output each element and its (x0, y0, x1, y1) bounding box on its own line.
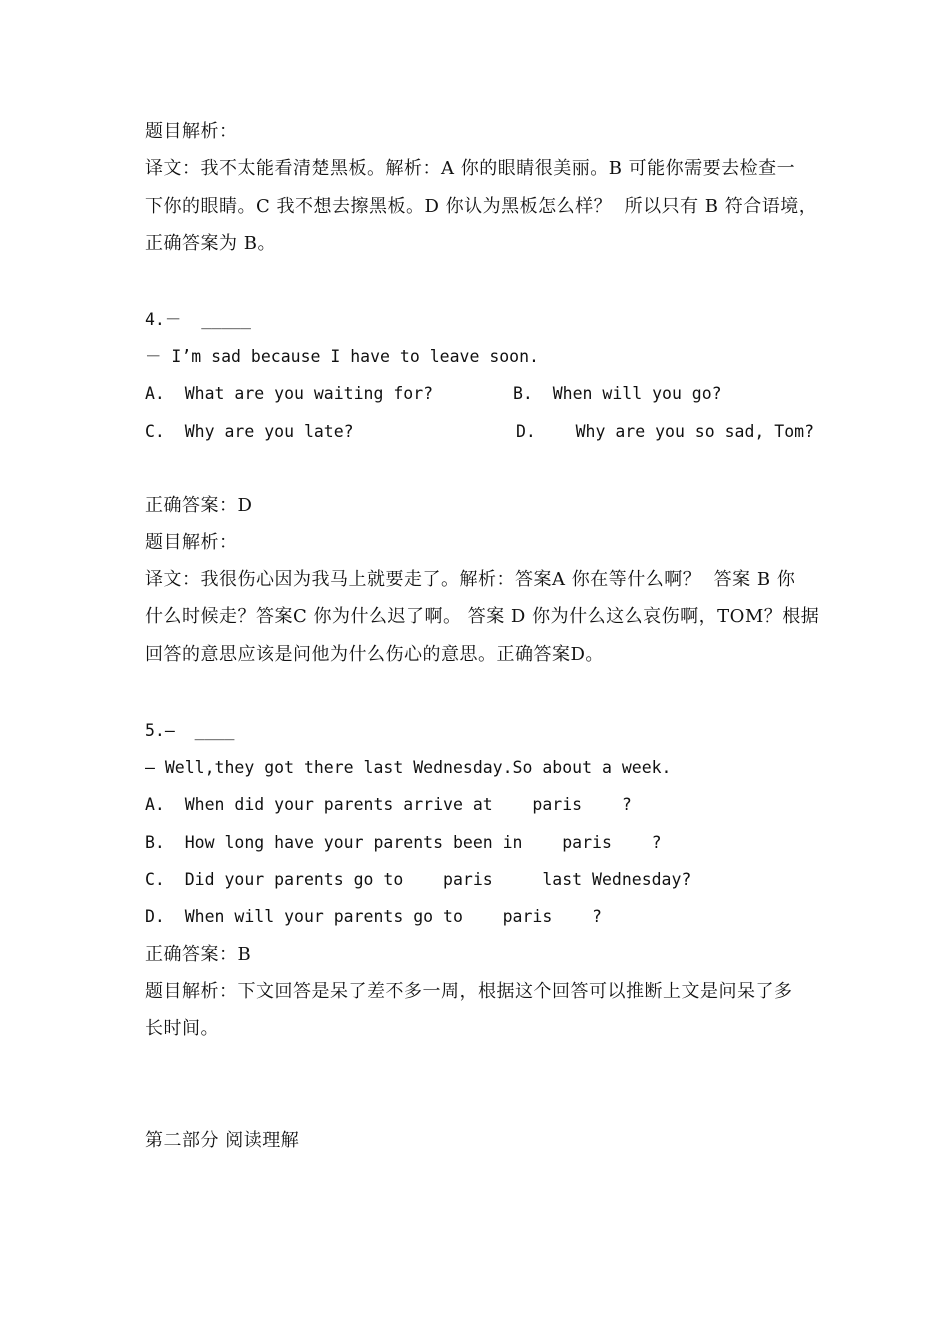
analysis-line: 正确答案为 B。 (145, 233, 276, 254)
question-4-analysis-line: 回答的意思应该是问他为什么伤心的意思。正确答案D。 (145, 644, 604, 665)
analysis-line: 下你的眼睛。C 我不想去擦黑板。D 你认为黑板怎么样？ 所以只有 B 符合语境， (145, 196, 818, 217)
question-5-answer: 正确答案：B (145, 944, 252, 965)
question-4-analysis-line: 译文：我很伤心因为我马上就要走了。解析：答案A 你在等什么啊？ 答案 B 你 (145, 569, 796, 590)
question-4-option-a: A. What are you waiting for? (145, 384, 434, 403)
section-title: 第二部分 阅读理解 (145, 1130, 300, 1151)
question-4-option-b: B. When will you go? (513, 384, 722, 403)
question-4-option-d: D. Why are you so sad, Tom? (516, 422, 815, 441)
question-5-analysis-line: 题目解析：下文回答是呆了差不多一周，根据这个回答可以推断上文是问呆了多 (145, 981, 793, 1002)
question-4-answer: 正确答案：D (145, 495, 253, 516)
question-5-reply: — Well,they got there last Wednesday.So about a week. (145, 758, 672, 777)
analysis-line: 译文：我不太能看清楚黑板。解析：A 你的眼睛很美丽。B 可能你需要去检查一 (145, 158, 796, 179)
question-4-option-c: C. Why are you late? (145, 422, 354, 441)
question-5-option-c: C. Did your parents go to paris last Wednesday? (145, 870, 692, 889)
question-4-analysis-line: 什么时候走？答案C 你为什么迟了啊。 答案 D 你为什么这么哀伤啊，TOM？根据 (145, 606, 820, 627)
question-5-analysis-line: 长时间。 (145, 1018, 219, 1039)
analysis-label: 题目解析： (145, 121, 238, 142)
question-4-reply: － I’m sad because I have to leave soon. (145, 347, 539, 366)
question-4-analysis-label: 题目解析： (145, 532, 238, 553)
question-5-stem: 5.— ____ (145, 721, 235, 740)
question-4-stem: 4.－ _____ (145, 310, 251, 329)
question-5-option-b: B. How long have your parents been in paris ? (145, 833, 662, 852)
question-5-option-d: D. When will your parents go to paris ? (145, 907, 602, 926)
question-5-option-a: A. When did your parents arrive at paris ? (145, 795, 632, 814)
